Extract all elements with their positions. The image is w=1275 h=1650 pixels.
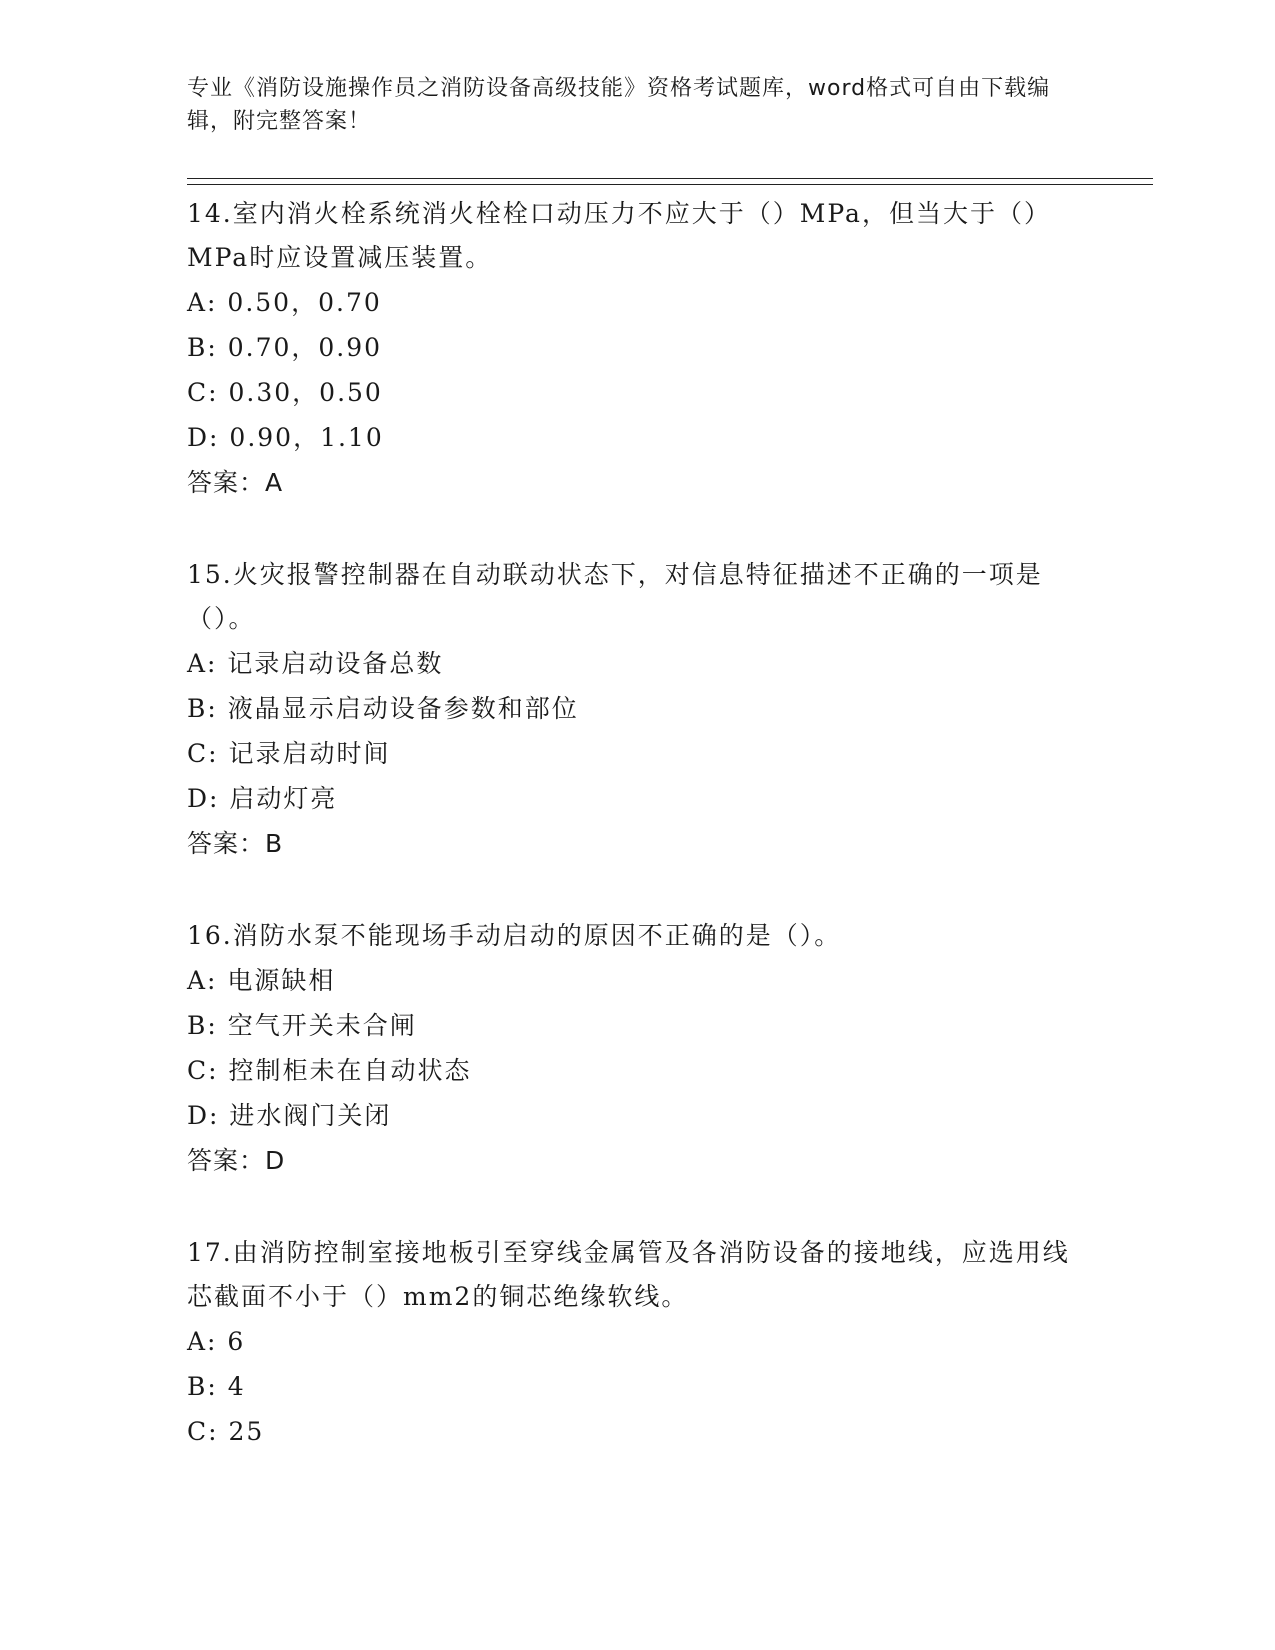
- question-17: [187, 1229, 1087, 1454]
- option-c: C: 25: [187, 1417, 265, 1446]
- option-b: B: 液晶显示启动设备参数和部位: [187, 694, 579, 723]
- question-stem: 16.消防水泵不能现场手动启动的原因不正确的是（）。: [187, 921, 842, 950]
- answer-line: 答案：A: [187, 468, 284, 497]
- question-stem: 14.室内消火栓系统消火栓栓口动压力不应大于（）MPa，但当大于（）MPa时应设置减压装置。: [187, 199, 1051, 272]
- option-a: A: 记录启动设备总数: [187, 649, 444, 678]
- option-a: A: 6: [187, 1327, 246, 1356]
- option-d: D: 进水阀门关闭: [187, 1101, 392, 1130]
- question-15: [187, 551, 1087, 866]
- question-stem: 15.火灾报警控制器在自动联动状态下，对信息特征描述不正确的一项是（）。: [187, 560, 1043, 633]
- question-14: [187, 190, 1087, 505]
- document-header: 专业《消防设施操作员之消防设备高级技能》资格考试题库，word格式可自由下载编辑，附完整答案！: [187, 76, 1051, 134]
- header-divider-top: [187, 178, 1153, 179]
- option-c: C: 控制柜未在自动状态: [187, 1056, 472, 1085]
- answer-line: 答案：D: [187, 1146, 286, 1175]
- question-stem: 17.由消防控制室接地板引至穿线金属管及各消防设备的接地线，应选用线芯截面不小于（）mm2的铜芯绝缘软线。: [187, 1238, 1070, 1311]
- option-d: D: 启动灯亮: [187, 784, 338, 813]
- option-b: B: 空气开关未合闸: [187, 1011, 417, 1040]
- option-c: C: 0.30，0.50: [187, 378, 383, 407]
- question-list: [187, 190, 1087, 1500]
- option-b: B: 0.70，0.90: [187, 333, 383, 362]
- header-divider-bottom: [187, 184, 1153, 185]
- option-a: A: 电源缺相: [187, 966, 336, 995]
- option-d: D: 0.90，1.10: [187, 423, 384, 452]
- question-16: [187, 912, 1087, 1183]
- answer-line: 答案：B: [187, 829, 284, 858]
- option-c: C: 记录启动时间: [187, 739, 391, 768]
- option-b: B: 4: [187, 1372, 246, 1401]
- option-a: A: 0.50，0.70: [187, 288, 382, 317]
